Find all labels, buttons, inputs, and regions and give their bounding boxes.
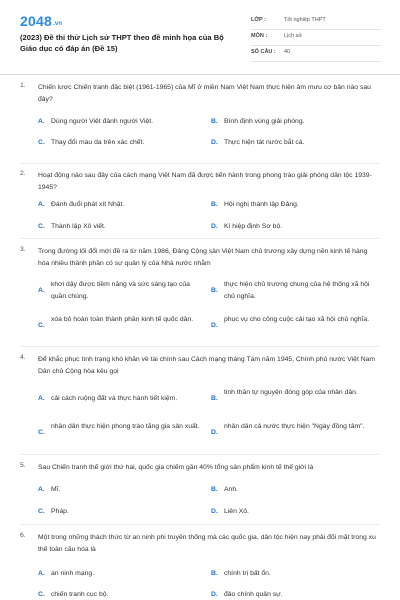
question-number: 6. <box>20 532 26 539</box>
question-text: Một trong những thách thức từ an ninh phi truyền thống mà các quốc gia, dân tộc hiện nay phải đối mặt trong xu thế toàn cầu hóa là <box>38 534 376 553</box>
question-divider <box>20 238 380 239</box>
question-number: 2. <box>20 170 26 177</box>
meta-label: LỚP : <box>251 17 266 23</box>
site-logo[interactable]: 2048.vn <box>20 13 63 29</box>
meta-value: Lịch sử <box>284 33 303 39</box>
question-number: 1. <box>20 82 26 89</box>
question-text: Trong đường lối đổi mới đề ra từ năm 1986, Đảng Cộng sản Việt Nam chủ trương xây dựng nền kinh tế hàng hóa nhiều thành phần có sự quản lý của Nhà nước nhằm <box>38 248 368 267</box>
question-number: 4. <box>20 354 26 361</box>
meta-value: Tốt nghiệp THPT <box>284 17 326 23</box>
document-title: (2023) Đề thi thử Lịch sử THPT theo đề minh họa của Bộ Giáo dục có đáp án (Đề 15) <box>20 33 224 53</box>
meta-label: SỐ CÂU : <box>251 49 276 55</box>
meta-label: MÔN : <box>251 33 268 39</box>
question-text: Hoạt động nào sau đây của cách mạng Việt Nam đã được tiến hành trong phong trào giải phóng dân tộc 1939-1945? <box>38 172 372 191</box>
meta-row-class <box>251 14 381 30</box>
document-header <box>0 0 400 66</box>
meta-row-question-count <box>251 46 381 62</box>
question-divider <box>20 346 380 347</box>
document-meta <box>251 14 381 62</box>
question-number: 3. <box>20 246 26 253</box>
question-text: Chiến lược Chiến tranh đặc biệt (1961-1965) của Mĩ ở miền Nam Việt Nam thực hiện âm mưu cơ bản nào sau đây? <box>38 84 371 103</box>
question-text: Để khắc phục tình trạng khó khăn về tài chính sau Cách mạng tháng Tám năm 1945, Chính phủ nước Việt Nam Dân chủ Cộng hòa kêu gọi <box>38 356 376 375</box>
question-divider <box>20 454 380 455</box>
question-number: 5. <box>20 462 26 469</box>
question-divider <box>20 524 380 525</box>
question-divider <box>20 163 380 164</box>
meta-value: 40 <box>284 49 291 55</box>
meta-row-subject <box>251 30 381 46</box>
document-page: 2048.vn (2023) Đề thi thử Lịch sử THPT theo đề minh họa của Bộ Giáo dục có đáp án (Đề 15) LỚP : Tốt nghiệp THPT MÔN : Lịch sử SỐ CÂU : 40 1. Chiến lược Chiến tranh đặc biệt (1961-1965) của Mĩ ở miền Nam Việt Nam thực hiện âm mưu cơ bản nào sau đây? A. Dùng người Việt đánh người Việt. B. Bình định vùng giải phóng. C. Thay đổi màu da trên xác chết. D. Thực hiện tát nước bắt cá. 2. Hoạt động nào sau đây của cách mạng Việt Nam đã được tiến hành trong phong trào giải phóng dân tộc 1939-1945? A. Đánh đuổi phát xít Nhật. B. Hội nghị thành lập Đảng. C. Thành lập Xô viết. D. Kí hiệp định Sơ bộ. 3. Trong đường lối đổi mới đề ra từ năm 1986, Đảng Cộng sản Việt Nam chủ trương xây dựng nền kinh tế hàng hóa nhiều thành phần có sự quản lý của Nhà nước nhằm A. khơi dậy được tiềm năng và sức sáng tạo của quần chúng. B. thực hiện chủ trương chung của hệ thống xã hội chủ nghĩa. C. xóa bỏ hoàn toàn thành phần kinh tế quốc dân. D. phục vụ cho công cuộc cải tạo xã hội chủ nghĩa. 4. Để khắc phục tình trạng khó khăn về tài chính sau Cách mạng tháng Tám năm 1945, Chính phủ nước Việt Nam Dân chủ Cộng hòa kêu gọi A. cải cách ruộng đất và thực hành tiết kiệm. B. tinh thần tự nguyện đóng góp của nhân dân. C. nhân dân thực hiện phong trào tăng gia sản xuất. D. nhân dân cả nước thực hiện "Ngày đồng tâm". 5. Sau Chiến tranh thế giới thứ hai, quốc gia chiếm gần 40% tổng sản phẩm kinh tế thế giới là A. Mĩ. B. Anh. C. Pháp. D. Liên Xô. 6. Một trong những thách thức từ an ninh phi truyền thống mà các quốc gia, dân tộc hiện nay phải đối mặt trong xu thế toàn cầu hóa là A. an ninh mạng. B. chính trị bất ổn. C. chiến tranh cục bộ. D. đảo chính quân sự. <box>0 0 400 600</box>
question-text: Sau Chiến tranh thế giới thứ hai, quốc gia chiếm gần 40% tổng sản phẩm kinh tế thế giới là <box>38 464 314 471</box>
header-divider <box>0 74 400 75</box>
